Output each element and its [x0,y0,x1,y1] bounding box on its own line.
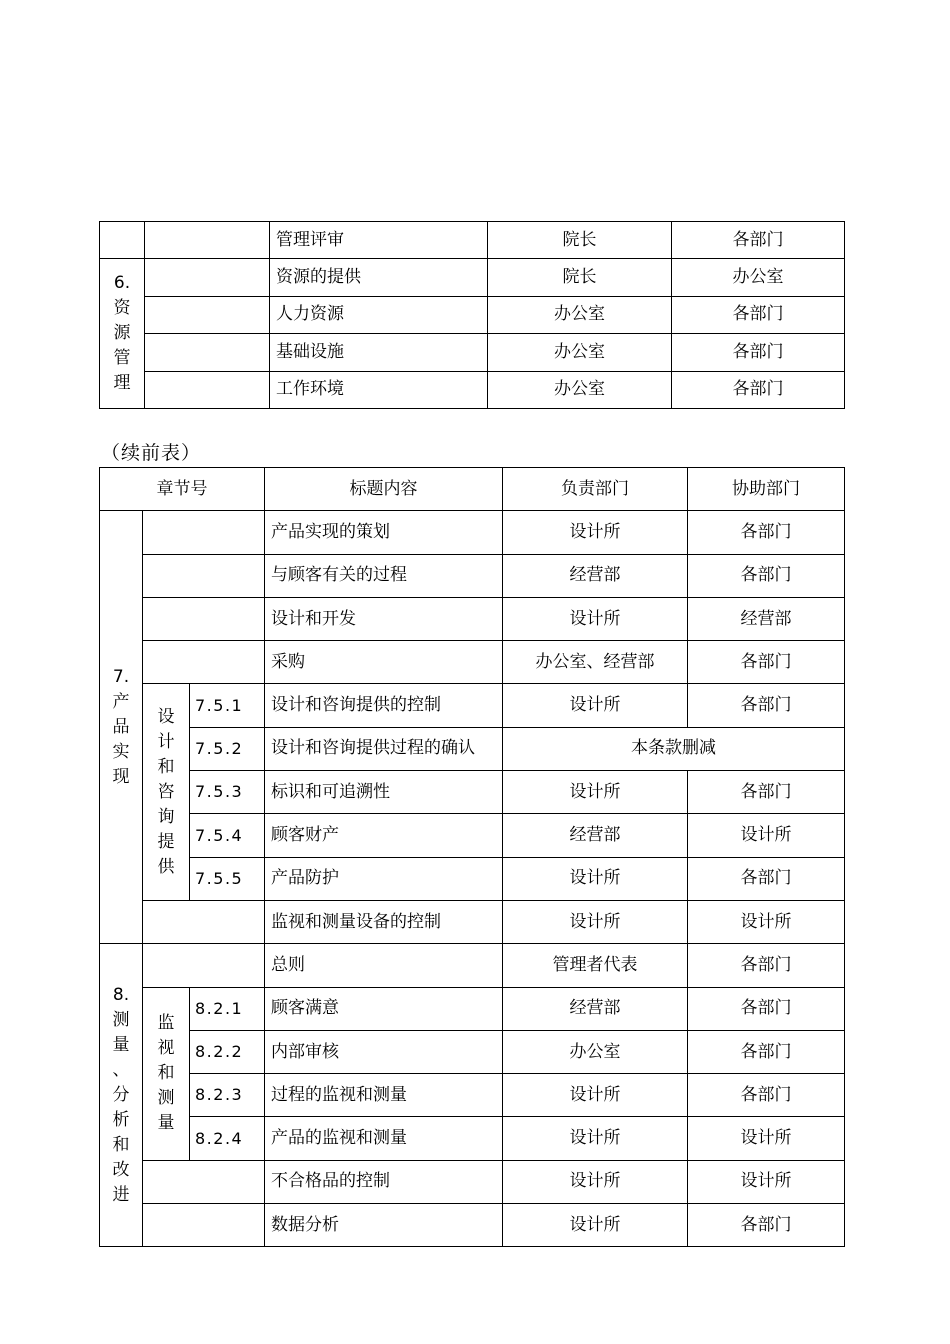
title-cell: 产品实现的策划 [265,511,503,554]
title-cell: 过程的监视和测量 [265,1074,503,1117]
assist-cell: 各部门 [688,1030,845,1073]
table-row [100,814,845,857]
title-cell: 资源的提供 [270,259,488,296]
assist-cell: 各部门 [688,944,845,987]
table-row [100,296,845,333]
title-cell: 内部审核 [265,1030,503,1073]
empty-cell [143,641,265,684]
resp-cell: 设计所 [503,597,688,640]
resp-cell: 办公室 [488,334,672,371]
title-cell: 工作环境 [270,371,488,408]
resp-cell: 办公室 [488,296,672,333]
assist-cell: 各部门 [688,641,845,684]
clause-number: 7.5.5 [190,857,265,900]
empty-cell [145,371,270,408]
header-resp: 负责部门 [503,468,688,511]
assist-cell: 各部门 [672,296,845,333]
section-6-label: 6. 资 源 管 理 [100,259,145,409]
table-row [100,1030,845,1073]
title-cell: 产品的监视和测量 [265,1117,503,1160]
resp-cell: 设计所 [503,771,688,814]
clause-number: 7.5.1 [190,684,265,727]
table-row [100,334,845,371]
clause-number: 8.2.3 [190,1074,265,1117]
clause-number: 8.2.1 [190,987,265,1030]
title-cell: 标识和可追溯性 [265,771,503,814]
table-row [100,771,845,814]
title-cell: 数据分析 [265,1204,503,1247]
assist-cell: 办公室 [672,259,845,296]
header-assist: 协助部门 [688,468,845,511]
table-row [100,857,845,900]
title-cell: 顾客财产 [265,814,503,857]
assist-cell: 经营部 [688,597,845,640]
subsection-8-2-label: 监 视 和 测 量 [143,987,190,1160]
resp-cell: 设计所 [503,1074,688,1117]
table-row [100,1204,845,1247]
assist-cell: 设计所 [688,1117,845,1160]
title-cell: 采购 [265,641,503,684]
empty-cell [143,554,265,597]
table-row [100,727,845,770]
empty-cell [143,597,265,640]
resp-cell: 设计所 [503,511,688,554]
resp-cell: 设计所 [503,684,688,727]
clause-number: 8.2.2 [190,1030,265,1073]
table-row [100,641,845,684]
title-cell: 顾客满意 [265,987,503,1030]
table-row [100,684,845,727]
resource-management-table [99,221,845,409]
assist-cell: 各部门 [672,334,845,371]
clause-number: 7.5.3 [190,771,265,814]
table-row [100,1117,845,1160]
assist-cell: 设计所 [688,1160,845,1203]
assist-cell: 各部门 [688,511,845,554]
empty-cell [143,1204,265,1247]
header-title: 标题内容 [265,468,503,511]
resp-cell: 经营部 [503,987,688,1030]
empty-cell [143,944,265,987]
resp-cell: 院长 [488,222,672,259]
table-row [100,371,845,408]
resp-cell: 设计所 [503,1117,688,1160]
resp-cell: 设计所 [503,1204,688,1247]
title-cell: 不合格品的控制 [265,1160,503,1203]
assist-cell: 各部门 [688,684,845,727]
empty-cell [143,900,265,943]
header-row [100,468,845,511]
table-row [100,597,845,640]
resp-cell: 设计所 [503,900,688,943]
section-8-label: 8. 测 量 、 分 析 和 改 进 [100,944,143,1247]
merged-cell: 本条款删减 [503,727,845,770]
title-cell: 基础设施 [270,334,488,371]
title-cell: 设计和开发 [265,597,503,640]
title-cell: 监视和测量设备的控制 [265,900,503,943]
empty-cell [145,296,270,333]
table-row [100,511,845,554]
table-row [100,222,845,259]
resp-cell: 经营部 [503,814,688,857]
continued-label: （续前表） [101,442,202,464]
table-row [100,944,845,987]
title-cell: 设计和咨询提供过程的确认 [265,727,503,770]
empty-cell [145,334,270,371]
clause-number: 8.2.4 [190,1117,265,1160]
empty-cell [145,259,270,296]
section-7-label: 7. 产 品 实 现 [100,511,143,944]
title-cell: 管理评审 [270,222,488,259]
table-row [100,554,845,597]
empty-cell [143,1160,265,1203]
clause-number: 7.5.2 [190,727,265,770]
assist-cell: 各部门 [688,771,845,814]
table-row [100,259,845,296]
table-row [100,987,845,1030]
empty-cell [145,222,270,259]
empty-cell [143,511,265,554]
resp-cell: 设计所 [503,1160,688,1203]
title-cell: 产品防护 [265,857,503,900]
table-row [100,1160,845,1203]
header-chapter: 章节号 [100,468,265,511]
assist-cell: 各部门 [688,857,845,900]
resp-cell: 管理者代表 [503,944,688,987]
resp-cell: 办公室 [488,371,672,408]
empty-cell [100,222,145,259]
resp-cell: 经营部 [503,554,688,597]
assist-cell: 各部门 [688,1204,845,1247]
table-row [100,1074,845,1117]
assist-cell: 各部门 [688,554,845,597]
title-cell: 总则 [265,944,503,987]
assist-cell: 各部门 [672,371,845,408]
assist-cell: 设计所 [688,900,845,943]
title-cell: 与顾客有关的过程 [265,554,503,597]
resp-cell: 设计所 [503,857,688,900]
assist-cell: 设计所 [688,814,845,857]
resp-cell: 院长 [488,259,672,296]
assist-cell: 各部门 [688,1074,845,1117]
table-row [100,900,845,943]
resp-cell: 办公室 [503,1030,688,1073]
responsibility-table [99,467,845,1247]
assist-cell: 各部门 [688,987,845,1030]
title-cell: 设计和咨询提供的控制 [265,684,503,727]
subsection-7-5-label: 设 计 和 咨 询 提 供 [143,684,190,900]
clause-number: 7.5.4 [190,814,265,857]
assist-cell: 各部门 [672,222,845,259]
title-cell: 人力资源 [270,296,488,333]
resp-cell: 办公室、经营部 [503,641,688,684]
